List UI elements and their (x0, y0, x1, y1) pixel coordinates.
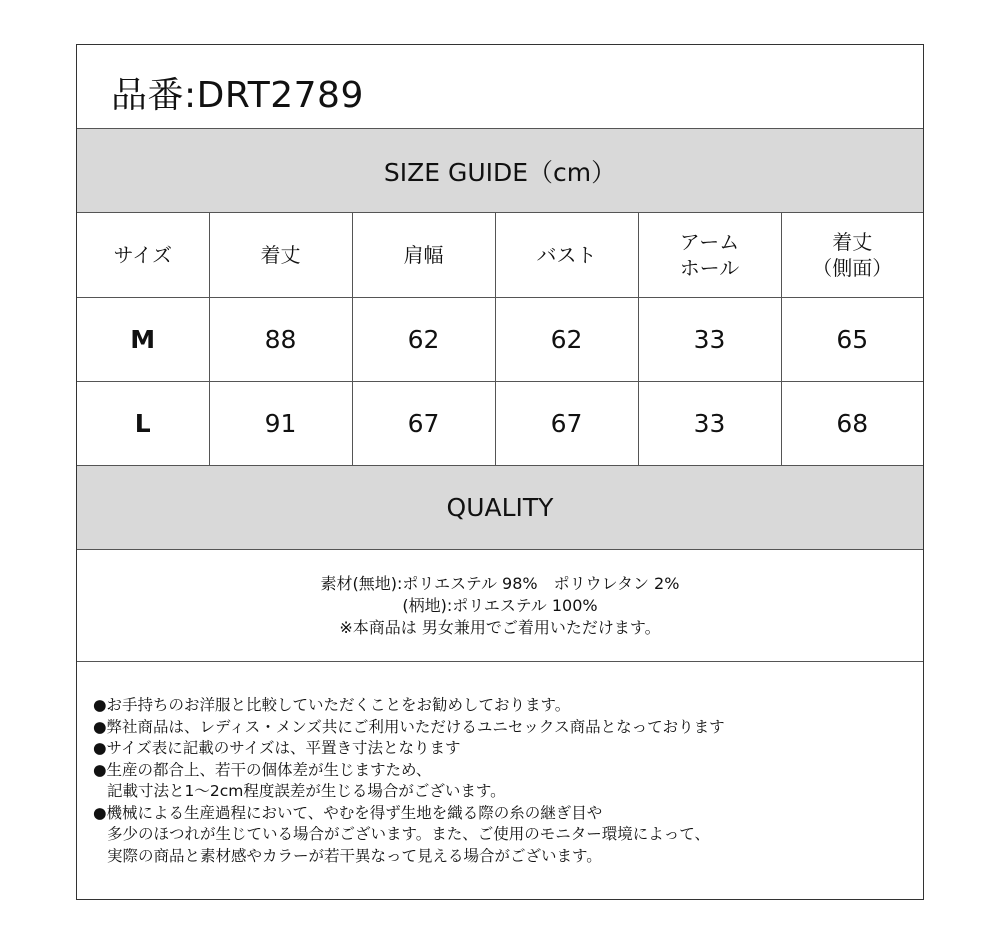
table-cell: 91 (209, 381, 352, 465)
header-armhole: アーム ホール (638, 213, 781, 297)
note-item: 多少のほつれが生じている場合がございます。また、ご使用のモニター環境によって、 (107, 825, 710, 843)
size-guide-sheet (76, 44, 924, 900)
note-item: 実際の商品と素材感やカラーが若干異なって見える場合がございます。 (107, 846, 602, 865)
header-bust: バスト (495, 213, 638, 297)
note-item: 記載寸法と1～2cm程度誤差が生じる場合がございます。 (107, 782, 506, 800)
table-row (77, 297, 923, 381)
table-cell: 67 (352, 381, 495, 465)
material-line: (柄地):ポリエステル 100% (402, 595, 598, 615)
header-shoulder: 肩幅 (352, 213, 495, 297)
size-label: M (77, 297, 209, 381)
table-cell: 62 (352, 297, 495, 381)
header-length: 着丈 (209, 213, 352, 297)
note-item: ●お手持ちのお洋服と比較していただくことをお勧めしております。 (93, 696, 571, 714)
size-label: L (77, 381, 209, 465)
table-cell: 68 (836, 408, 869, 438)
note-item: ●機械による生産過程において、やむを得ず生地を織る際の糸の継ぎ目や (93, 803, 603, 822)
size-table-header-row (77, 213, 923, 297)
table-cell: 33 (638, 381, 781, 465)
header-size: サイズ (77, 213, 209, 297)
table-cell: 88 (209, 297, 352, 381)
size-table (77, 213, 923, 465)
table-cell: 67 (495, 381, 638, 465)
title-row (77, 45, 923, 129)
table-cell: 62 (495, 297, 638, 381)
material-line: 素材(無地):ポリエステル 98% ポリウレタン 2% (320, 573, 680, 593)
material-info (77, 550, 923, 662)
size-guide-header: SIZE GUIDE（cm） (77, 129, 923, 213)
product-code-title: 品番:DRT2789 (111, 75, 364, 116)
note-item: ●弊社商品は、レディス・メンズ共にご利用いただけるユニセックス商品となっております (93, 717, 725, 736)
note-item: ●生産の都合上、若干の個体差が生じますため、 (93, 760, 432, 779)
notes-list (93, 695, 725, 867)
table-cell: 33 (638, 297, 781, 381)
table-row (77, 381, 923, 465)
quality-header: QUALITY (77, 465, 923, 550)
note-item: ●サイズ表に記載のサイズは、平置き寸法となります (93, 739, 461, 757)
header-side-length: 着丈 （側面） (781, 213, 923, 297)
material-note: ※本商品は 男女兼用でご着用いただけます。 (339, 617, 661, 637)
table-cell: 65 (781, 297, 923, 381)
